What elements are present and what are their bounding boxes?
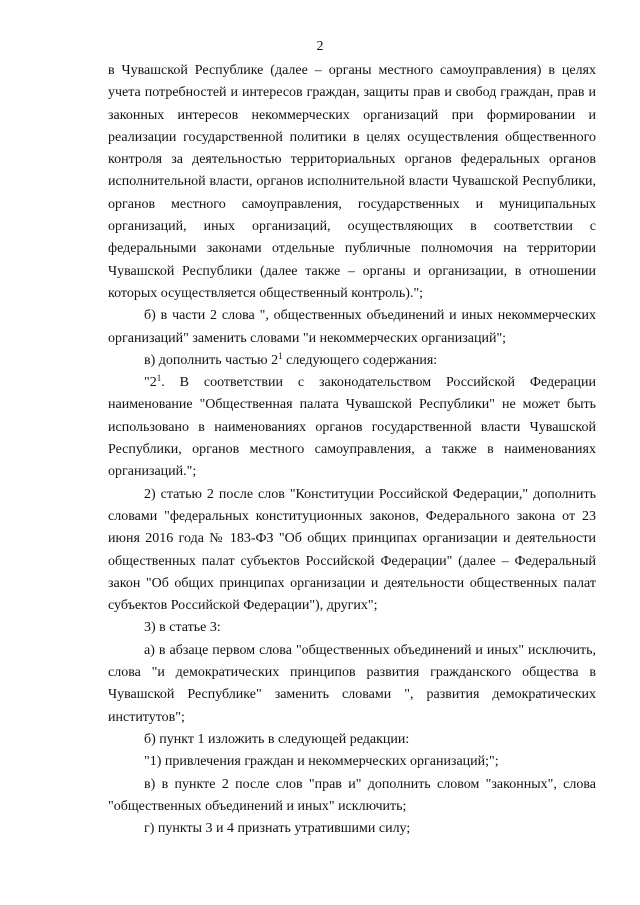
superscript: 1 — [278, 350, 283, 361]
document-body — [108, 60, 596, 840]
paragraph-quoted-point1: "1) привлечения граждан и некоммерческих организаций;"; — [144, 754, 499, 770]
paragraph-article-2: 2) статью 2 после слов "Конституции Российской Федерации," дополнить словами "федеральных конституционных законов, Федерального закона от 23 июня 2016 года № 183-ФЗ "Об общих принципах организации и деятельности общественных палат субъектов Российской Федерации" (далее – Федеральный закон "Об общих принципах организации и деятельности общественных палат субъектов Российской Федерации"), других"; — [108, 486, 596, 614]
paragraph-item-b-point1: б) пункт 1 изложить в следующей редакции: — [144, 731, 410, 747]
text-run: . В соответствии с законодательством Российской Федерации наименование "Общественная палата Чувашской Республики" не может быть использовано в наименованиях органов государственной власти Чувашской Республики, органов местного самоуправления, а также в наименованиях организаций."; — [108, 375, 596, 480]
text-run: следующего содержания: — [282, 352, 438, 368]
paragraph-article-3: 3) в статье 3: — [144, 620, 221, 636]
superscript: 1 — [156, 373, 162, 384]
paragraph-item-g: г) пункты 3 и 4 признать утратившими силу; — [144, 821, 411, 837]
paragraph-item-v-add-part — [108, 350, 596, 372]
text-run: в) дополнить частью 2 — [144, 352, 279, 368]
paragraph-quoted-part — [108, 372, 596, 483]
paragraph-continuation: в Чувашской Республике (далее – органы местного самоуправления) в целях учета потребностей и интересов граждан, защиты прав и свобод граждан, прав и законных интересов некоммерческих организаций при формировании и реализации государственной политики в целях осуществления общественного контроля за деятельностью территориальных органов федеральных органов исполнительной власти, органов исполнительной власти Чувашской Республики, органов местного самоуправления, государственных и муниципальных организаций, иных организаций, осуществляющих в соответствии с федеральными законами отдельные публичные полномочия на территории Чувашской Республики (далее также – органы и организации, в отношении которых осуществляется общественный контроль)."; — [108, 63, 596, 301]
paragraph-item-a: а) в абзаце первом слова "общественных объединений и иных" исключить, слова "и демократических принципов развития гражданского общества в Чувашской Республике" заменить словами ", развития демократических институтов"; — [108, 642, 596, 725]
paragraph-item-b-part2: б) в части 2 слова ", общественных объединений и иных некоммерческих организаций" заменить словами "и некоммерческих организаций"; — [108, 308, 596, 346]
text-run: "2 — [144, 375, 157, 391]
page-number: 2 — [316, 39, 324, 54]
paragraph-item-v-point2: в) в пункте 2 после слов "прав и" дополнить словом "законных", слова "общественных объединений и иных" исключить; — [108, 776, 596, 814]
